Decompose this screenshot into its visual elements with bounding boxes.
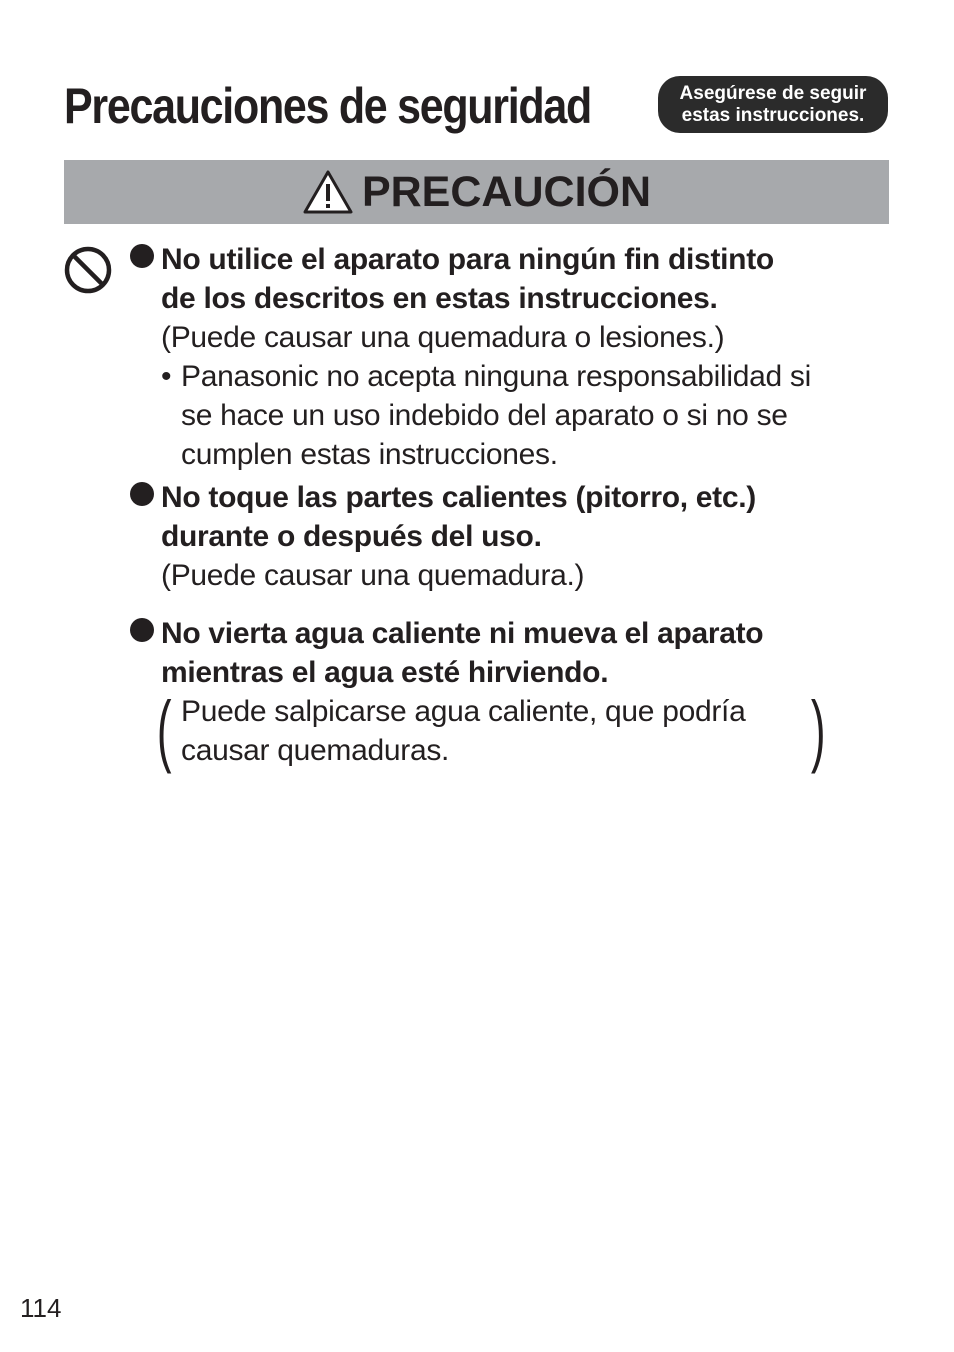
small-bullet-icon: • xyxy=(161,360,172,393)
item-note: (Puede causar una quemadura o lesiones.) xyxy=(161,321,725,354)
item-note: (Puede causar una quemadura.) xyxy=(161,559,585,592)
caution-item-3 xyxy=(130,614,900,774)
left-paren: ( xyxy=(156,685,172,774)
instructions-badge xyxy=(658,76,888,133)
page-number: 114 xyxy=(20,1293,62,1323)
bullet-icon xyxy=(130,618,154,642)
caution-banner xyxy=(64,160,889,224)
title-row xyxy=(64,74,890,138)
warning-triangle-icon xyxy=(302,169,354,215)
item-heading: No toque las partes calientes (pitorro, etc.) durante o después del uso. xyxy=(161,481,756,553)
badge-line-2: estas instrucciones. xyxy=(681,104,865,126)
item-note: ( Puede salpicarse agua caliente, que podría causar quemaduras. ) xyxy=(156,685,826,774)
caution-item-1 xyxy=(130,240,900,474)
prohibition-icon xyxy=(63,245,113,295)
caution-item-2 xyxy=(130,478,900,595)
item-heading: No vierta agua caliente ni mueva el aparato mientras el agua esté hirviendo. xyxy=(161,617,764,689)
badge-line-1: Asegúrese de seguir xyxy=(679,82,867,104)
item-subnote: • Panasonic no acepta ninguna responsabilidad si se hace un uso indebido del aparato o si no se cumplen estas instrucciones. xyxy=(161,357,900,474)
bullet-icon xyxy=(130,482,154,506)
page-title: Precauciones de seguridad xyxy=(64,78,591,134)
item-heading: No utilice el aparato para ningún fin distinto de los descritos en estas instrucciones. xyxy=(161,243,774,315)
right-paren: ) xyxy=(810,685,826,774)
bullet-icon xyxy=(130,244,154,268)
caution-label: PRECAUCIÓN xyxy=(361,167,652,216)
